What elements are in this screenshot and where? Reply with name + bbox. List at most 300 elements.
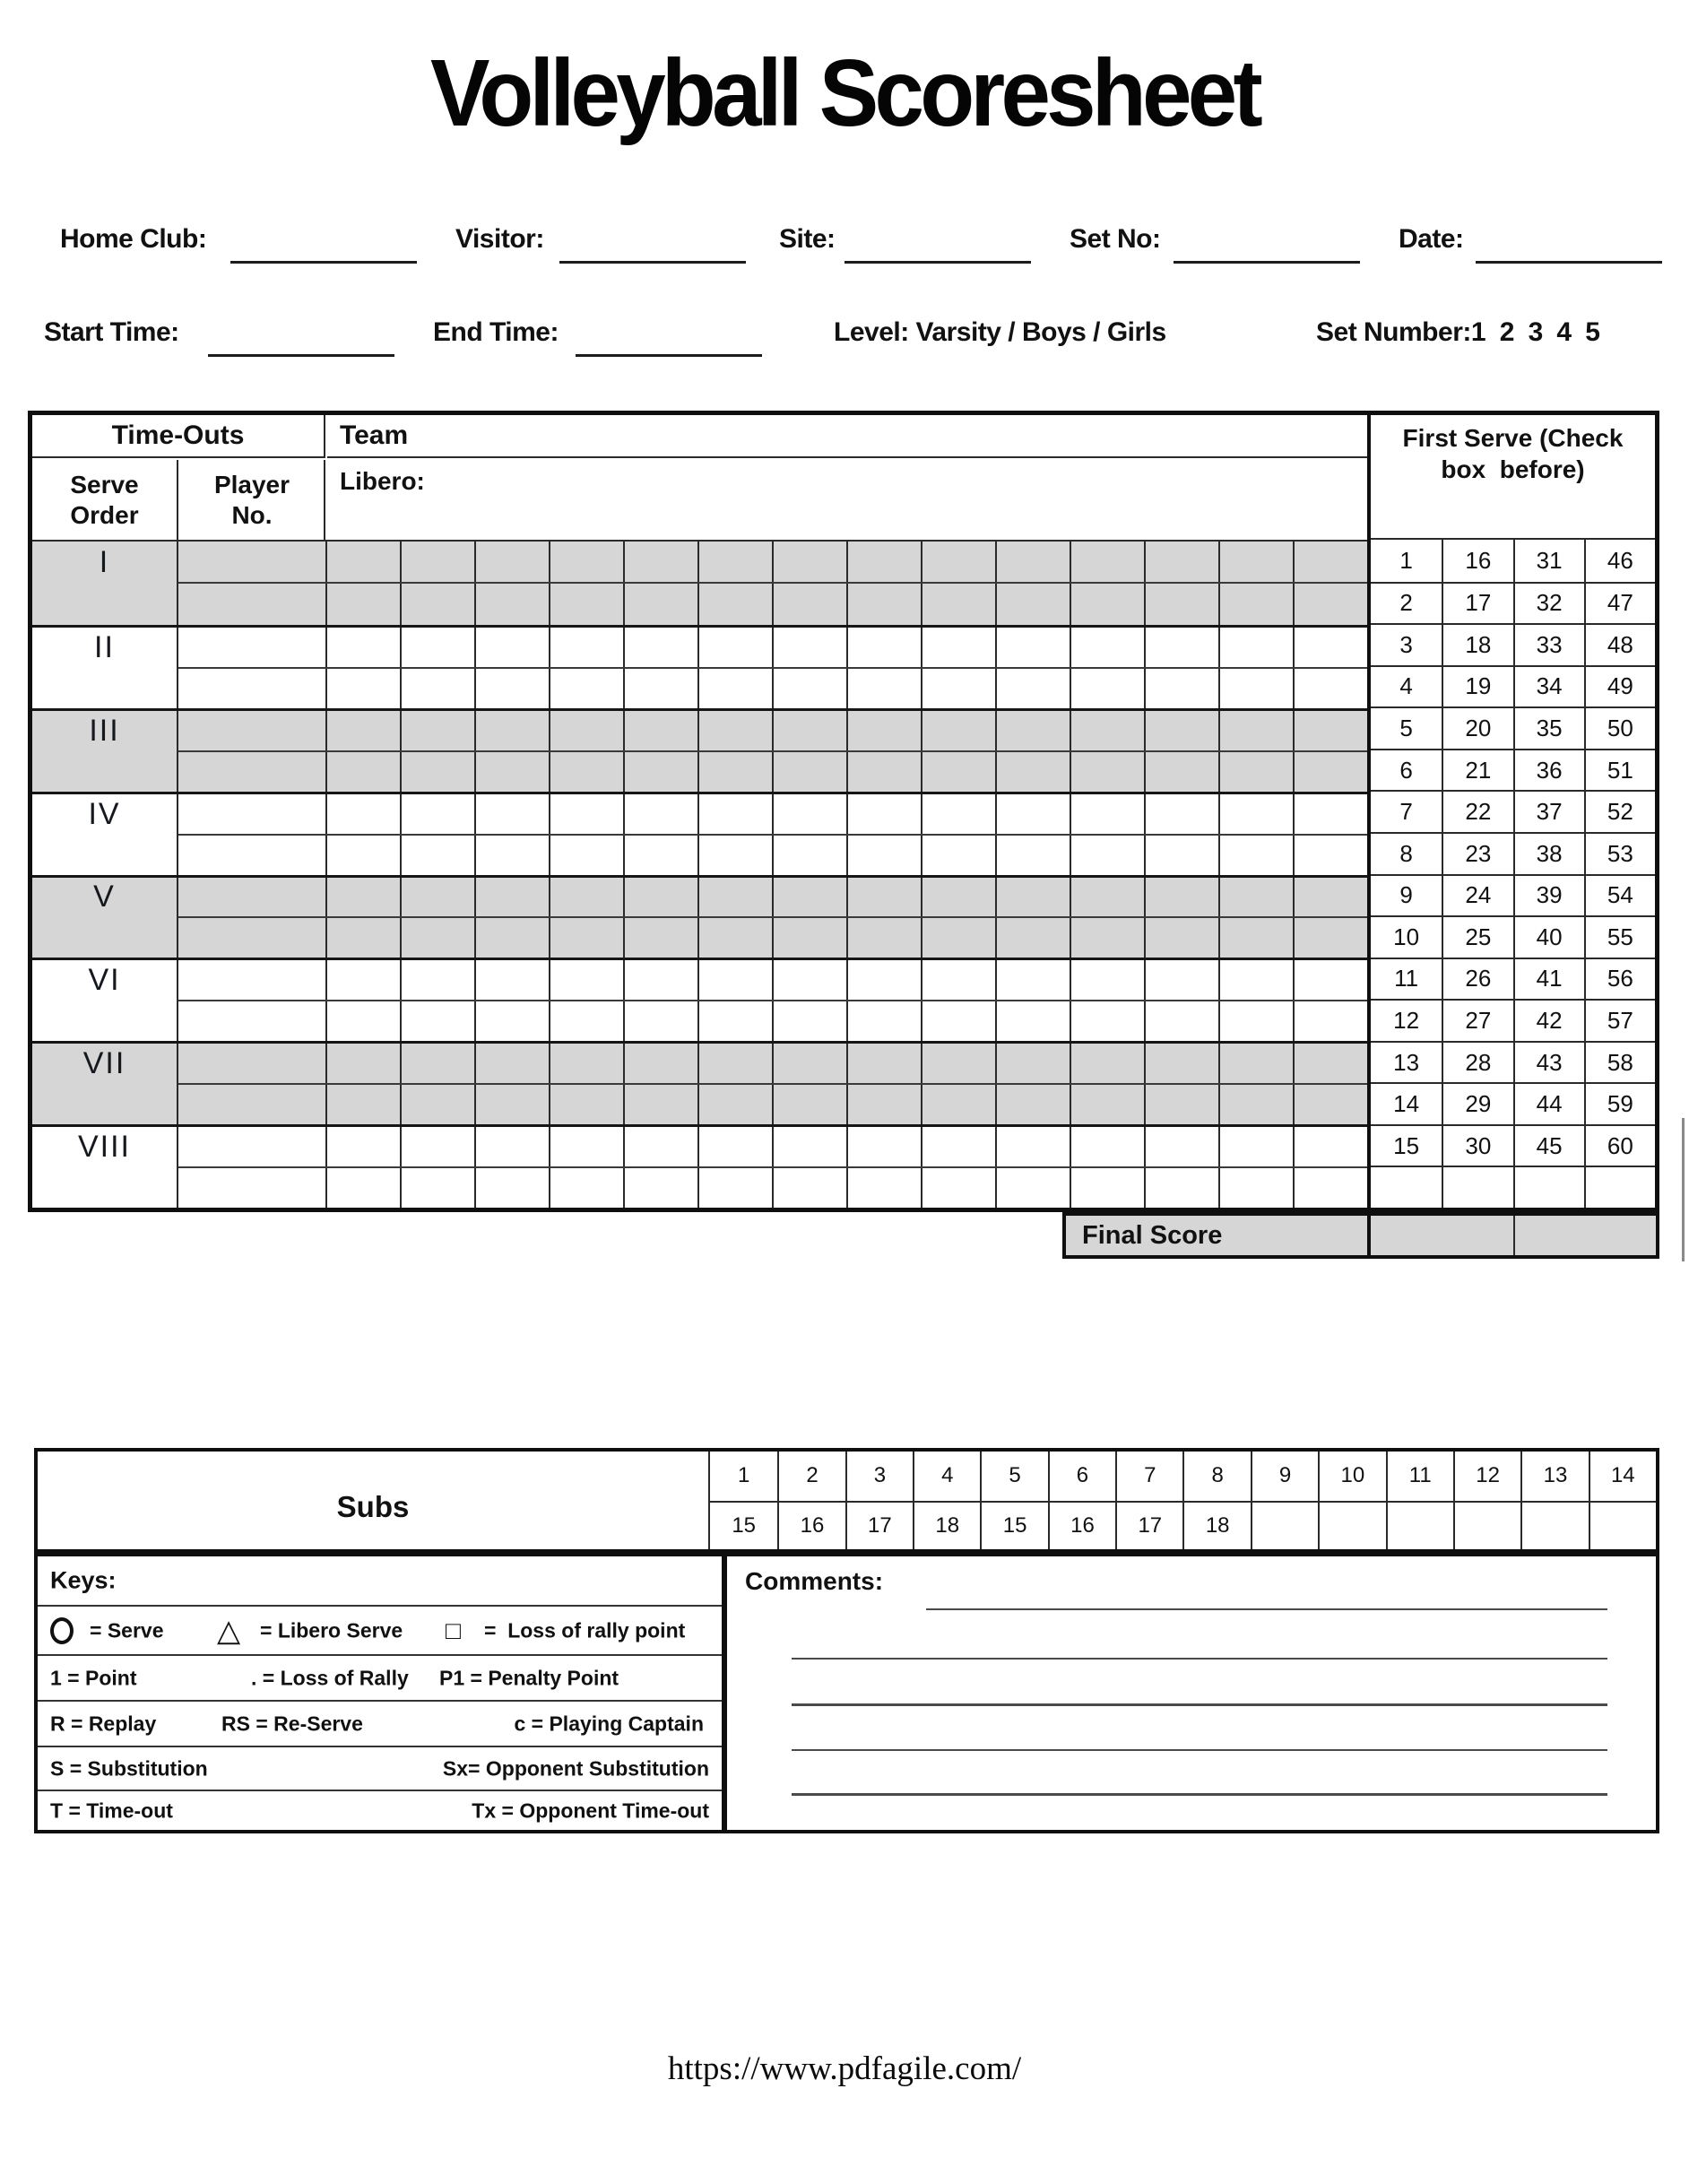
rally-cell[interactable]: [474, 628, 549, 667]
date-field[interactable]: [1476, 261, 1662, 264]
rally-cell[interactable]: [921, 878, 995, 917]
first-serve-number-41[interactable]: 41: [1513, 958, 1584, 1000]
rally-cell[interactable]: [921, 584, 995, 624]
subs-cell-row2[interactable]: [1520, 1501, 1588, 1550]
rally-cell[interactable]: [995, 1127, 1070, 1166]
rally-cell[interactable]: [921, 836, 995, 875]
subs-cell-row1[interactable]: 7: [1115, 1452, 1182, 1501]
final-score-home-cell[interactable]: [1367, 1216, 1513, 1255]
first-serve-number-59[interactable]: 59: [1584, 1082, 1655, 1124]
rally-cell[interactable]: [549, 794, 623, 834]
rally-cell[interactable]: [549, 752, 623, 792]
rally-cell[interactable]: [623, 711, 697, 750]
rally-cell[interactable]: [549, 669, 623, 708]
rally-cell[interactable]: [1144, 960, 1218, 1000]
rally-cell[interactable]: [1144, 1127, 1218, 1166]
rally-cell[interactable]: [1070, 878, 1144, 917]
rally-cell[interactable]: [921, 628, 995, 667]
rally-cell[interactable]: [549, 542, 623, 582]
first-serve-number-58[interactable]: 58: [1584, 1041, 1655, 1083]
player-no-cell[interactable]: [178, 918, 325, 958]
subs-cell-row2[interactable]: 17: [845, 1501, 913, 1550]
rally-cell[interactable]: [846, 1127, 921, 1166]
rally-cell[interactable]: [623, 1127, 697, 1166]
rally-cell[interactable]: [400, 1001, 474, 1041]
player-no-cell[interactable]: [178, 960, 325, 1000]
rally-cell[interactable]: [474, 752, 549, 792]
first-serve-number-56[interactable]: 56: [1584, 958, 1655, 1000]
rally-cell[interactable]: [400, 669, 474, 708]
comment-line[interactable]: [792, 1658, 1607, 1660]
rally-cell[interactable]: [1144, 752, 1218, 792]
player-no-cell[interactable]: [178, 794, 325, 834]
rally-cell[interactable]: [1144, 542, 1218, 582]
first-serve-number-52[interactable]: 52: [1584, 790, 1655, 832]
rally-cell[interactable]: [549, 584, 623, 624]
rally-cell[interactable]: [400, 794, 474, 834]
subs-cell-row2[interactable]: [1318, 1501, 1385, 1550]
rally-cell[interactable]: [772, 669, 846, 708]
rally-cell[interactable]: [325, 1001, 400, 1041]
subs-cell-row1[interactable]: 4: [913, 1452, 980, 1501]
rally-cell[interactable]: [772, 752, 846, 792]
rally-cell[interactable]: [549, 918, 623, 958]
rally-cell[interactable]: [1070, 1085, 1144, 1124]
rally-cell[interactable]: [772, 628, 846, 667]
rally-cell[interactable]: [1070, 960, 1144, 1000]
set-no-field[interactable]: [1174, 261, 1360, 264]
rally-cell[interactable]: [1218, 1168, 1293, 1208]
rally-cell[interactable]: [549, 1044, 623, 1083]
rally-cell[interactable]: [697, 836, 772, 875]
rally-cell[interactable]: [995, 711, 1070, 750]
rally-cell[interactable]: [325, 918, 400, 958]
first-serve-number-9[interactable]: 9: [1371, 874, 1442, 916]
rally-cell[interactable]: [1218, 960, 1293, 1000]
rally-cell[interactable]: [325, 669, 400, 708]
first-serve-number-15[interactable]: 15: [1371, 1124, 1442, 1166]
first-serve-number-47[interactable]: 47: [1584, 582, 1655, 624]
rally-cell[interactable]: [1144, 794, 1218, 834]
rally-cell[interactable]: [846, 1168, 921, 1208]
first-serve-number-25[interactable]: 25: [1442, 915, 1512, 958]
subs-cell-row1[interactable]: 10: [1318, 1452, 1385, 1501]
first-serve-empty-cell[interactable]: [1513, 1166, 1584, 1208]
rally-cell[interactable]: [1070, 1168, 1144, 1208]
first-serve-number-53[interactable]: 53: [1584, 832, 1655, 874]
rally-cell[interactable]: [474, 836, 549, 875]
rally-cell[interactable]: [846, 542, 921, 582]
rally-cell[interactable]: [772, 960, 846, 1000]
first-serve-number-27[interactable]: 27: [1442, 999, 1512, 1041]
rally-cell[interactable]: [697, 542, 772, 582]
rally-cell[interactable]: [549, 711, 623, 750]
rally-cell[interactable]: [772, 1168, 846, 1208]
subs-cell-row2[interactable]: 16: [1048, 1501, 1115, 1550]
rally-cell[interactable]: [1218, 752, 1293, 792]
subs-cell-row2[interactable]: [1453, 1501, 1520, 1550]
player-no-cell[interactable]: [178, 1085, 325, 1124]
rally-cell[interactable]: [623, 542, 697, 582]
rally-cell[interactable]: [846, 628, 921, 667]
subs-cell-row2[interactable]: [1386, 1501, 1453, 1550]
player-no-cell[interactable]: [178, 669, 325, 708]
rally-cell[interactable]: [1293, 878, 1367, 917]
rally-cell[interactable]: [474, 711, 549, 750]
home-club-field[interactable]: [230, 261, 417, 264]
rally-cell[interactable]: [697, 669, 772, 708]
first-serve-number-35[interactable]: 35: [1513, 706, 1584, 749]
player-no-cell[interactable]: [178, 836, 325, 875]
rally-cell[interactable]: [623, 628, 697, 667]
rally-cell[interactable]: [325, 1085, 400, 1124]
rally-cell[interactable]: [995, 1001, 1070, 1041]
rally-cell[interactable]: [1293, 1085, 1367, 1124]
first-serve-number-8[interactable]: 8: [1371, 832, 1442, 874]
rally-cell[interactable]: [549, 878, 623, 917]
first-serve-number-24[interactable]: 24: [1442, 874, 1512, 916]
rally-cell[interactable]: [1218, 669, 1293, 708]
rally-cell[interactable]: [623, 1044, 697, 1083]
rally-cell[interactable]: [995, 836, 1070, 875]
rally-cell[interactable]: [325, 752, 400, 792]
rally-cell[interactable]: [623, 836, 697, 875]
first-serve-number-54[interactable]: 54: [1584, 874, 1655, 916]
rally-cell[interactable]: [697, 1001, 772, 1041]
rally-cell[interactable]: [400, 878, 474, 917]
rally-cell[interactable]: [325, 794, 400, 834]
rally-cell[interactable]: [474, 794, 549, 834]
player-no-cell[interactable]: [178, 628, 325, 667]
rally-cell[interactable]: [846, 1044, 921, 1083]
rally-cell[interactable]: [846, 1085, 921, 1124]
subs-cell-row1[interactable]: 11: [1386, 1452, 1453, 1501]
first-serve-number-13[interactable]: 13: [1371, 1041, 1442, 1083]
rally-cell[interactable]: [846, 711, 921, 750]
first-serve-number-5[interactable]: 5: [1371, 706, 1442, 749]
first-serve-number-3[interactable]: 3: [1371, 623, 1442, 665]
rally-cell[interactable]: [1218, 711, 1293, 750]
rally-cell[interactable]: [995, 960, 1070, 1000]
rally-cell[interactable]: [1070, 752, 1144, 792]
rally-cell[interactable]: [325, 960, 400, 1000]
comment-line[interactable]: [792, 1703, 1607, 1706]
rally-cell[interactable]: [846, 836, 921, 875]
site-field[interactable]: [844, 261, 1031, 264]
rally-cell[interactable]: [1293, 1168, 1367, 1208]
rally-cell[interactable]: [474, 960, 549, 1000]
rally-cell[interactable]: [325, 711, 400, 750]
rally-cell[interactable]: [1070, 542, 1144, 582]
rally-cell[interactable]: [995, 584, 1070, 624]
first-serve-number-18[interactable]: 18: [1442, 623, 1512, 665]
first-serve-empty-cell[interactable]: [1442, 1166, 1512, 1208]
first-serve-number-34[interactable]: 34: [1513, 665, 1584, 707]
rally-cell[interactable]: [1218, 542, 1293, 582]
rally-cell[interactable]: [1144, 836, 1218, 875]
rally-cell[interactable]: [474, 1044, 549, 1083]
rally-cell[interactable]: [772, 1127, 846, 1166]
rally-cell[interactable]: [1070, 584, 1144, 624]
first-serve-number-19[interactable]: 19: [1442, 665, 1512, 707]
rally-cell[interactable]: [772, 1001, 846, 1041]
rally-cell[interactable]: [772, 584, 846, 624]
first-serve-number-39[interactable]: 39: [1513, 874, 1584, 916]
rally-cell[interactable]: [400, 711, 474, 750]
rally-cell[interactable]: [846, 752, 921, 792]
rally-cell[interactable]: [1144, 918, 1218, 958]
rally-cell[interactable]: [1218, 918, 1293, 958]
rally-cell[interactable]: [400, 836, 474, 875]
rally-cell[interactable]: [400, 584, 474, 624]
rally-cell[interactable]: [921, 960, 995, 1000]
rally-cell[interactable]: [1218, 836, 1293, 875]
rally-cell[interactable]: [623, 960, 697, 1000]
first-serve-number-40[interactable]: 40: [1513, 915, 1584, 958]
rally-cell[interactable]: [1070, 836, 1144, 875]
rally-cell[interactable]: [846, 918, 921, 958]
first-serve-number-7[interactable]: 7: [1371, 790, 1442, 832]
rally-cell[interactable]: [325, 878, 400, 917]
rally-cell[interactable]: [474, 1085, 549, 1124]
first-serve-empty-cell[interactable]: [1584, 1166, 1655, 1208]
first-serve-number-12[interactable]: 12: [1371, 999, 1442, 1041]
rally-cell[interactable]: [549, 1168, 623, 1208]
rally-cell[interactable]: [772, 542, 846, 582]
first-serve-number-17[interactable]: 17: [1442, 582, 1512, 624]
rally-cell[interactable]: [1218, 1085, 1293, 1124]
first-serve-number-50[interactable]: 50: [1584, 706, 1655, 749]
rally-cell[interactable]: [1070, 628, 1144, 667]
first-serve-number-20[interactable]: 20: [1442, 706, 1512, 749]
rally-cell[interactable]: [697, 711, 772, 750]
rally-cell[interactable]: [846, 1001, 921, 1041]
rally-cell[interactable]: [325, 1127, 400, 1166]
first-serve-number-16[interactable]: 16: [1442, 540, 1512, 582]
rally-cell[interactable]: [1293, 836, 1367, 875]
rally-cell[interactable]: [697, 878, 772, 917]
rally-cell[interactable]: [1293, 752, 1367, 792]
rally-cell[interactable]: [1070, 1001, 1144, 1041]
subs-cell-row1[interactable]: 14: [1589, 1452, 1656, 1501]
rally-cell[interactable]: [921, 1168, 995, 1208]
first-serve-number-23[interactable]: 23: [1442, 832, 1512, 874]
first-serve-number-31[interactable]: 31: [1513, 540, 1584, 582]
first-serve-number-14[interactable]: 14: [1371, 1082, 1442, 1124]
subs-cell-row1[interactable]: 9: [1251, 1452, 1318, 1501]
rally-cell[interactable]: [1144, 711, 1218, 750]
final-score-visitor-cell[interactable]: [1513, 1216, 1656, 1255]
rally-cell[interactable]: [400, 960, 474, 1000]
rally-cell[interactable]: [772, 878, 846, 917]
rally-cell[interactable]: [474, 878, 549, 917]
rally-cell[interactable]: [1293, 542, 1367, 582]
rally-cell[interactable]: [995, 1085, 1070, 1124]
rally-cell[interactable]: [995, 628, 1070, 667]
rally-cell[interactable]: [623, 752, 697, 792]
rally-cell[interactable]: [846, 669, 921, 708]
rally-cell[interactable]: [995, 878, 1070, 917]
rally-cell[interactable]: [1070, 1127, 1144, 1166]
rally-cell[interactable]: [325, 628, 400, 667]
rally-cell[interactable]: [549, 1085, 623, 1124]
rally-cell[interactable]: [1293, 584, 1367, 624]
first-serve-number-45[interactable]: 45: [1513, 1124, 1584, 1166]
rally-cell[interactable]: [325, 1044, 400, 1083]
rally-cell[interactable]: [400, 542, 474, 582]
rally-cell[interactable]: [400, 628, 474, 667]
subs-cell-row1[interactable]: 3: [845, 1452, 913, 1501]
comment-line[interactable]: [792, 1749, 1607, 1751]
rally-cell[interactable]: [400, 1127, 474, 1166]
rally-cell[interactable]: [1070, 794, 1144, 834]
rally-cell[interactable]: [1218, 794, 1293, 834]
rally-cell[interactable]: [1218, 878, 1293, 917]
rally-cell[interactable]: [549, 628, 623, 667]
player-no-cell[interactable]: [178, 1168, 325, 1208]
rally-cell[interactable]: [772, 1044, 846, 1083]
subs-cell-row1[interactable]: 6: [1048, 1452, 1115, 1501]
rally-cell[interactable]: [400, 1044, 474, 1083]
rally-cell[interactable]: [623, 1085, 697, 1124]
first-serve-number-36[interactable]: 36: [1513, 749, 1584, 791]
rally-cell[interactable]: [846, 794, 921, 834]
rally-cell[interactable]: [846, 878, 921, 917]
subs-cell-row2[interactable]: 15: [980, 1501, 1047, 1550]
rally-cell[interactable]: [1218, 1001, 1293, 1041]
first-serve-number-44[interactable]: 44: [1513, 1082, 1584, 1124]
first-serve-number-1[interactable]: 1: [1399, 546, 1413, 574]
rally-cell[interactable]: [697, 752, 772, 792]
subs-cell-row1[interactable]: 8: [1182, 1452, 1250, 1501]
rally-cell[interactable]: [474, 1127, 549, 1166]
player-no-cell[interactable]: [178, 878, 325, 917]
rally-cell[interactable]: [772, 794, 846, 834]
first-serve-number-29[interactable]: 29: [1442, 1082, 1512, 1124]
rally-cell[interactable]: [1293, 711, 1367, 750]
rally-cell[interactable]: [697, 1168, 772, 1208]
rally-cell[interactable]: [549, 836, 623, 875]
first-serve-empty-cell[interactable]: [1371, 1166, 1442, 1208]
rally-cell[interactable]: [697, 628, 772, 667]
rally-cell[interactable]: [623, 584, 697, 624]
subs-cell-row1[interactable]: 13: [1520, 1452, 1588, 1501]
rally-cell[interactable]: [697, 584, 772, 624]
subs-cell-row2[interactable]: 15: [710, 1501, 777, 1550]
rally-cell[interactable]: [697, 1085, 772, 1124]
rally-cell[interactable]: [325, 584, 400, 624]
rally-cell[interactable]: [1144, 1168, 1218, 1208]
rally-cell[interactable]: [697, 1044, 772, 1083]
rally-cell[interactable]: [697, 918, 772, 958]
rally-cell[interactable]: [474, 918, 549, 958]
rally-cell[interactable]: [921, 1085, 995, 1124]
first-serve-number-2[interactable]: 2: [1371, 582, 1442, 624]
rally-cell[interactable]: [846, 960, 921, 1000]
first-serve-number-30[interactable]: 30: [1442, 1124, 1512, 1166]
first-serve-number-55[interactable]: 55: [1584, 915, 1655, 958]
rally-cell[interactable]: [474, 542, 549, 582]
rally-cell[interactable]: [772, 918, 846, 958]
rally-cell[interactable]: [995, 542, 1070, 582]
rally-cell[interactable]: [921, 1127, 995, 1166]
rally-cell[interactable]: [772, 836, 846, 875]
rally-cell[interactable]: [1070, 669, 1144, 708]
subs-cell-row1[interactable]: 12: [1453, 1452, 1520, 1501]
player-no-cell[interactable]: [178, 584, 325, 624]
rally-cell[interactable]: [623, 918, 697, 958]
rally-cell[interactable]: [921, 1044, 995, 1083]
rally-cell[interactable]: [1144, 1085, 1218, 1124]
rally-cell[interactable]: [921, 918, 995, 958]
rally-cell[interactable]: [1218, 584, 1293, 624]
rally-cell[interactable]: [549, 960, 623, 1000]
rally-cell[interactable]: [995, 794, 1070, 834]
rally-cell[interactable]: [474, 1168, 549, 1208]
rally-cell[interactable]: [400, 1085, 474, 1124]
rally-cell[interactable]: [772, 711, 846, 750]
rally-cell[interactable]: [1293, 1044, 1367, 1083]
first-serve-number-28[interactable]: 28: [1442, 1041, 1512, 1083]
first-serve-number-57[interactable]: 57: [1584, 999, 1655, 1041]
first-serve-number-10[interactable]: 10: [1371, 915, 1442, 958]
player-no-cell[interactable]: [178, 1001, 325, 1041]
rally-cell[interactable]: [1218, 628, 1293, 667]
rally-cell[interactable]: [921, 1001, 995, 1041]
rally-cell[interactable]: [1070, 1044, 1144, 1083]
subs-cell-row1[interactable]: 5: [980, 1452, 1047, 1501]
first-serve-number-37[interactable]: 37: [1513, 790, 1584, 832]
libero-field[interactable]: [327, 460, 1367, 540]
rally-cell[interactable]: [995, 752, 1070, 792]
rally-cell[interactable]: [697, 1127, 772, 1166]
player-no-cell[interactable]: [178, 1127, 325, 1166]
rally-cell[interactable]: [1144, 669, 1218, 708]
rally-cell[interactable]: [1293, 1127, 1367, 1166]
rally-cell[interactable]: [995, 1044, 1070, 1083]
rally-cell[interactable]: [325, 836, 400, 875]
rally-cell[interactable]: [846, 584, 921, 624]
rally-cell[interactable]: [1144, 628, 1218, 667]
player-no-cell[interactable]: [178, 1044, 325, 1083]
rally-cell[interactable]: [1144, 878, 1218, 917]
rally-cell[interactable]: [921, 794, 995, 834]
rally-cell[interactable]: [921, 669, 995, 708]
rally-cell[interactable]: [549, 1001, 623, 1041]
rally-cell[interactable]: [772, 1085, 846, 1124]
first-serve-number-43[interactable]: 43: [1513, 1041, 1584, 1083]
first-serve-number-6[interactable]: 6: [1371, 749, 1442, 791]
rally-cell[interactable]: [1293, 669, 1367, 708]
rally-cell[interactable]: [400, 752, 474, 792]
subs-cell-row1[interactable]: 2: [777, 1452, 844, 1501]
rally-cell[interactable]: [1144, 584, 1218, 624]
rally-cell[interactable]: [921, 542, 995, 582]
subs-cell-row2[interactable]: [1589, 1501, 1656, 1550]
rally-cell[interactable]: [995, 669, 1070, 708]
first-serve-number-51[interactable]: 51: [1584, 749, 1655, 791]
rally-cell[interactable]: [474, 1001, 549, 1041]
rally-cell[interactable]: [1293, 628, 1367, 667]
rally-cell[interactable]: [623, 794, 697, 834]
first-serve-number-60[interactable]: 60: [1584, 1124, 1655, 1166]
first-serve-number-48[interactable]: 48: [1584, 623, 1655, 665]
subs-cell-row2[interactable]: 17: [1115, 1501, 1182, 1550]
rally-cell[interactable]: [1218, 1127, 1293, 1166]
first-serve-number-49[interactable]: 49: [1584, 665, 1655, 707]
rally-cell[interactable]: [325, 1168, 400, 1208]
rally-cell[interactable]: [1070, 918, 1144, 958]
